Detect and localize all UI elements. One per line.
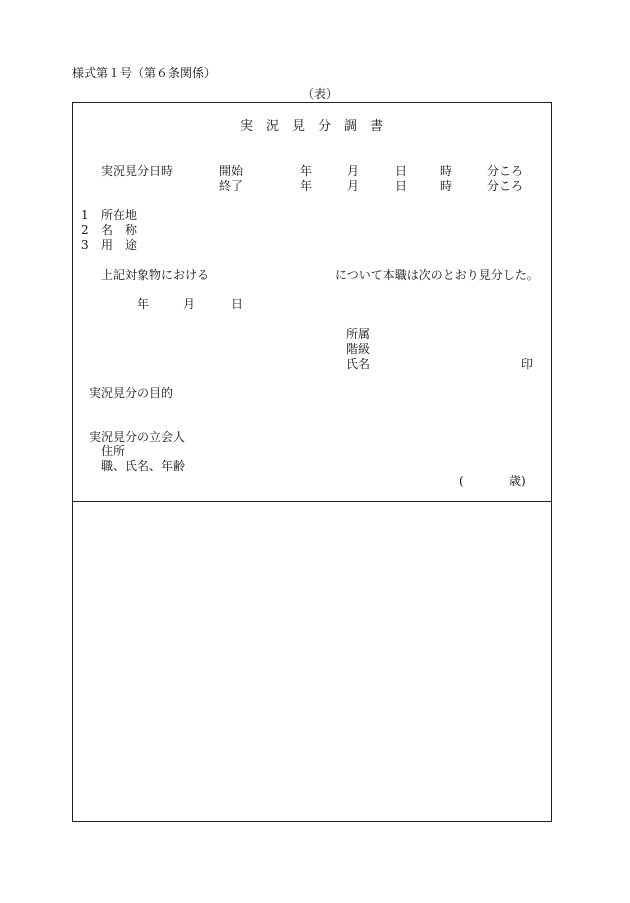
official-rank: 階級 bbox=[346, 342, 371, 356]
section-divider bbox=[72, 501, 552, 502]
age-open: ( bbox=[459, 474, 464, 488]
location-label: 所在地 bbox=[101, 208, 138, 222]
witness-label: 実況見分の立会人 bbox=[89, 430, 186, 444]
end-month: 月 bbox=[347, 179, 360, 193]
end-minute: 分ころ bbox=[487, 179, 524, 193]
form-number: 様式第１号（第６条関係） bbox=[72, 66, 217, 80]
start-label: 開始 bbox=[219, 164, 244, 178]
usage-label: 用 途 bbox=[101, 238, 138, 252]
start-month: 月 bbox=[347, 164, 360, 178]
official-affiliation: 所属 bbox=[346, 327, 371, 341]
official-name: 氏名 bbox=[346, 357, 371, 371]
name-label: 名 称 bbox=[101, 223, 138, 237]
witness-address: 住所 bbox=[101, 444, 126, 458]
start-hour: 時 bbox=[440, 164, 453, 178]
side-label: （表） bbox=[302, 87, 339, 101]
date-year: 年 bbox=[137, 297, 150, 311]
location-number: 1 bbox=[81, 208, 89, 222]
usage-number: 3 bbox=[81, 238, 89, 252]
start-year: 年 bbox=[300, 164, 313, 178]
statement-suffix: について本職は次のとおり見分した。 bbox=[335, 268, 539, 282]
end-hour: 時 bbox=[440, 179, 453, 193]
end-day: 日 bbox=[395, 179, 408, 193]
end-label: 終了 bbox=[219, 179, 244, 193]
seal-mark: 印 bbox=[521, 357, 534, 371]
purpose-label: 実況見分の目的 bbox=[89, 386, 174, 400]
document-title: 実 況 見 分 調 書 bbox=[240, 119, 384, 134]
date-month: 月 bbox=[183, 297, 196, 311]
witness-details: 職、氏名、年齢 bbox=[101, 459, 186, 473]
age-close: 歳) bbox=[509, 474, 526, 488]
datetime-label: 実況見分日時 bbox=[101, 164, 174, 178]
date-day: 日 bbox=[231, 297, 244, 311]
statement-prefix: 上記対象物における bbox=[101, 268, 210, 282]
end-year: 年 bbox=[300, 179, 313, 193]
start-minute: 分ころ bbox=[487, 164, 524, 178]
name-number: 2 bbox=[81, 223, 89, 237]
start-day: 日 bbox=[395, 164, 408, 178]
